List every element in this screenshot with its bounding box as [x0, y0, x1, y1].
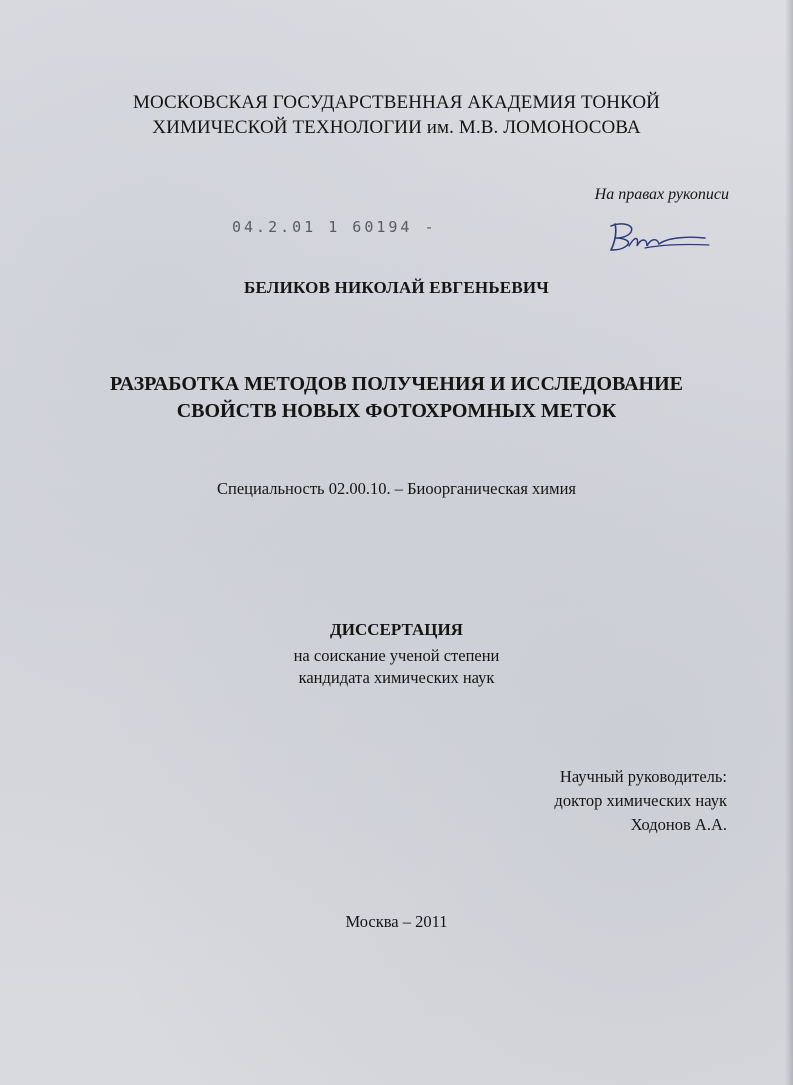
title-line-1: РАЗРАБОТКА МЕТОДОВ ПОЛУЧЕНИЯ И ИССЛЕДОВАНИЕ	[109, 373, 683, 395]
supervisor-block	[554, 765, 727, 837]
city-year: Москва – 2011	[345, 912, 448, 931]
author-name: БЕЛИКОВ НИКОЛАЙ ЕВГЕНЬЕВИЧ	[244, 278, 549, 297]
degree-description	[0, 645, 793, 689]
supervisor-label: Научный руководитель:	[559, 767, 727, 786]
title-line-2: СВОЙСТВ НОВЫХ ФОТОХРОМНЫХ МЕТОК	[176, 400, 617, 422]
institution-header	[0, 90, 793, 140]
dissertation-title	[0, 371, 793, 425]
specialty-line: Специальность 02.00.10. – Биоорганическая химия	[216, 479, 576, 498]
institution-line-1: МОСКОВСКАЯ ГОСУДАРСТВЕННАЯ АКАДЕМИЯ ТОНКОЙ	[132, 92, 660, 113]
supervisor-name: Ходонов А.А.	[630, 815, 727, 834]
degree-line-1: на соискание ученой степени	[293, 646, 500, 665]
institution-line-2: ХИМИЧЕСКОЙ ТЕХНОЛОГИИ им. М.В. ЛОМОНОСОВА	[152, 117, 641, 138]
dissertation-heading: ДИССЕРТАЦИЯ	[330, 620, 463, 639]
registration-stamp-number: 04.2.01 1 60194 -	[232, 218, 437, 236]
signature-icon	[605, 218, 715, 258]
page-edge-shadow	[785, 0, 793, 1085]
degree-line-2: кандидата химических наук	[298, 668, 495, 687]
supervisor-degree: доктор химических наук	[554, 791, 727, 810]
manuscript-rights-note: На правах рукописи	[594, 186, 729, 203]
